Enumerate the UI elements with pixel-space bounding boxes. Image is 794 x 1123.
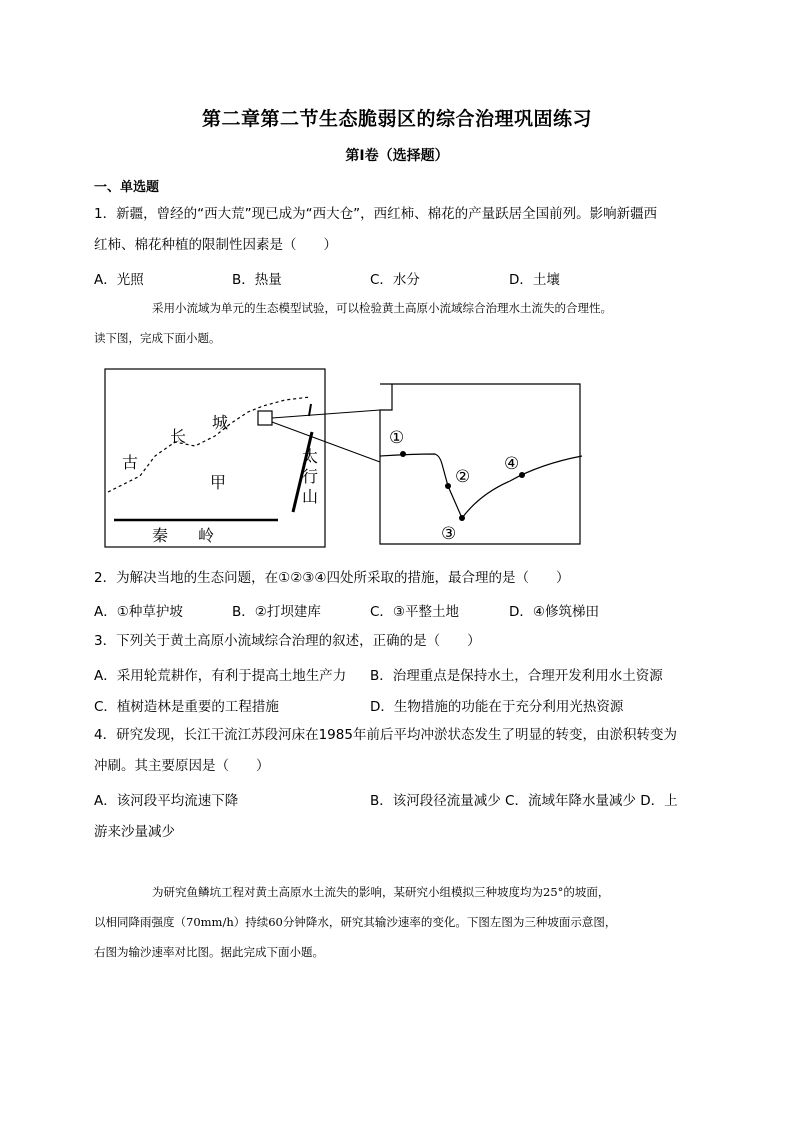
q2-option-d: D．④修筑梯田	[509, 604, 599, 620]
material2-line2: 以相同降雨强度（70mm/h）持续60分钟降水，研究其输沙速率的变化。下图左图为三种坡面示意图，	[94, 915, 617, 929]
marker-3: ③	[441, 524, 457, 544]
q4-stem-line2: 冲刷。其主要原因是（ ）	[94, 758, 270, 774]
page-title: 第二章第二节生态脆弱区的综合治理巩固练习	[201, 108, 592, 130]
point-4-dot	[519, 472, 525, 478]
point-1-dot	[400, 451, 406, 457]
q1-option-d: D．土壤	[509, 272, 560, 288]
map-label-ling: 岭	[198, 526, 215, 545]
material1-line1: 采用小流域为单元的生态模型试验，可以检验黄土高原小流域综合治理水土流失的合理性。	[152, 301, 612, 315]
map-label-chang: 长	[170, 427, 187, 446]
q1-stem-line1: 1．新疆，曾经的“西大荒”现已成为“西大仓”，西红柿、棉花的产量跃居全国前列。影响新疆西	[94, 206, 658, 222]
material2-line1: 为研究鱼鳞坑工程对黄土高原水土流失的影响，某研究小组模拟三种坡度均为25°的坡面，	[152, 885, 610, 899]
map-label-hang: 行	[302, 467, 319, 486]
marker-1: ①	[389, 428, 405, 448]
q2-option-c: C．③平整土地	[370, 604, 460, 620]
q1-option-a: A．光照	[94, 272, 144, 288]
point-3-dot	[459, 515, 465, 521]
q3-stem: 3．下列关于黄土高原小流域综合治理的叙述，正确的是（ ）	[94, 633, 481, 649]
q3-option-d: D．生物措施的功能在于充分利用光热资源	[370, 699, 624, 715]
q4-option-d-cont: 游来沙量减少	[94, 824, 175, 840]
material2-line3: 右图为输沙速率对比图。据此完成下面小题。	[94, 945, 324, 959]
loess-plateau-map-figure	[100, 364, 590, 554]
page-subtitle: 第Ⅰ卷（选择题）	[345, 148, 449, 164]
q2-option-b: B．②打坝建库	[232, 604, 321, 620]
q3-option-b: B．治理重点是保持水土，合理开发利用水土资源	[370, 668, 663, 684]
q3-option-c: C．植树造林是重要的工程措施	[94, 699, 279, 715]
q1-option-b: B．热量	[232, 272, 282, 288]
map-label-jia: 甲	[210, 473, 227, 492]
q2-stem: 2．为解决当地的生态问题，在①②③④四处所采取的措施，最合理的是（ ）	[94, 570, 570, 586]
q3-option-a: A．采用轮荒耕作，有利于提高土地生产力	[94, 668, 347, 684]
q4-option-a: A．该河段平均流速下降	[94, 793, 239, 809]
material1-line2: 读下图，完成下面小题。	[94, 331, 221, 345]
map-label-gu: 古	[122, 453, 139, 472]
map-label-cheng: 城	[212, 413, 229, 432]
q1-stem-line2: 红柿、棉花种植的限制性因素是（ ）	[94, 237, 337, 253]
marker-4: ④	[504, 454, 520, 474]
section-heading: 一、单选题	[94, 180, 160, 195]
map-label-shan: 山	[302, 487, 319, 506]
point-2-dot	[445, 483, 451, 489]
q4-stem-line1: 4．研究发现，长江干流江苏段河床在1985年前后平均冲淤状态发生了明显的转变，由淤积转变为	[94, 727, 677, 743]
q1-option-c: C．水分	[370, 272, 420, 288]
map-label-tai: 太	[302, 447, 319, 466]
marker-2: ②	[455, 467, 471, 487]
q4-option-b-c-d: B．该河段径流量减少 C．流域年降水量减少 D．上	[370, 793, 678, 809]
map-label-qin: 秦	[152, 526, 169, 545]
q2-option-a: A．①种草护坡	[94, 604, 183, 620]
